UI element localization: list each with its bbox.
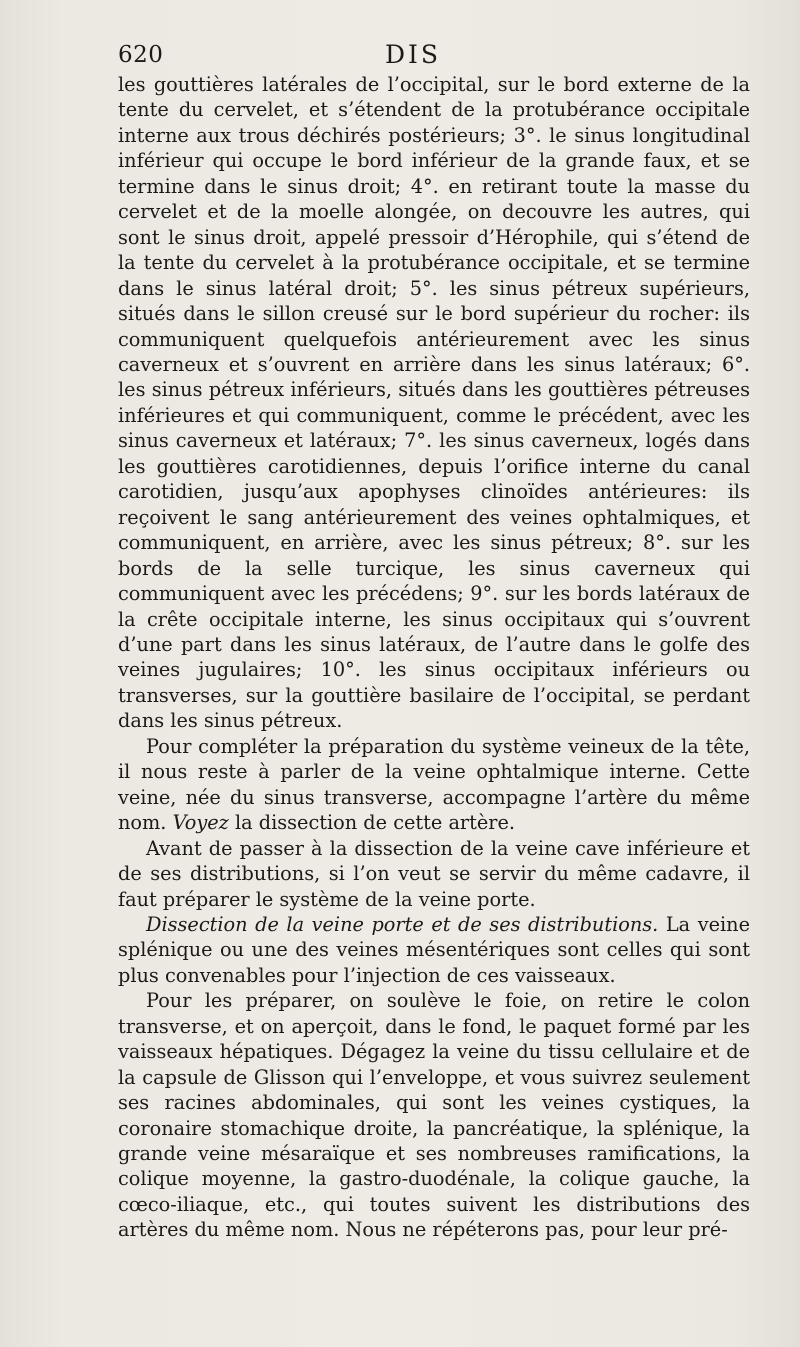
- page-number: 620: [118, 42, 164, 68]
- paragraph-sinuses: les gouttières latérales de l’occipital, sur le bord externe de la tente du cervelet, et s’étendent de la protubérance occipitale interne aux trous déchirés postérieurs; 3°. le sinus longitudinal inférieur qui occupe le bord inférieur de la grande faux, et se termine dans le sinus droit; 4°. en retirant toute la masse du cervelet et de la moelle alongée, on decouvre les autres, qui sont le sinus droit, appelé pressoir d’Hérophile, qui s’étend de la tente du cervelet à la protubérance occipitale, et se termine dans le sinus latéral droit; 5°. les sinus pétreux supérieurs, situés dans le sillon creusé sur le bord supérieur du rocher: ils communiquent quelquefois antérieurement avec les sinus caverneux et s’ouvrent en arrière dans les sinus latéraux; 6°. les sinus pétreux inférieurs, situés dans les gouttières pétreuses inférieures et qui communiquent, comme le précédent, avec les sinus caverneux et latéraux; 7°. les sinus caverneux, logés dans les gouttières carotidiennes, depuis l’orifice interne du canal carotidien, jusqu’aux apophyses clinoïdes antérieures: ils reçoivent le sang antérieurement des veines ophtalmiques, et communiquent, en arrière, avec les sinus pétreux; 8°. sur les bords de la selle turcique, les sinus caverneux qui communiquent avec les précédens; 9°. sur les bords latéraux de la crête occipitale interne, les sinus occipitaux qui s’ouvrent d’une part dans les sinus latéraux, de l’autre dans le golfe des veines jugulaires; 10°. les sinus occipitaux inférieurs ou transverses, sur la gouttière basilaire de l’occipital, se perdant dans les sinus pétreux.: [118, 73, 750, 733]
- cross-reference: Voyez: [172, 811, 229, 835]
- paragraph-text: Pour compléter la préparation du système veineux de la tête, il nous reste à parler de la veine ophtalmique interne. Cette veine, née du sinus transverse, accompagne l’artère du même nom.: [118, 734, 750, 835]
- body-text: [118, 72, 750, 1243]
- paragraph-text: la dissection de cette artère.: [228, 811, 516, 835]
- paragraph-portal-vein-intro: [118, 912, 750, 988]
- running-head: [118, 38, 748, 72]
- section-heading: Dissection de la veine porte et de ses distributions.: [146, 912, 659, 936]
- paragraph-ophthalmic-vein: [118, 734, 750, 836]
- running-title: DIS: [384, 40, 442, 69]
- paragraph-vena-cava: Avant de passer à la dissection de la veine cave inférieure et de ses distributions, si l’on veut se servir du même cadavre, il faut préparer le système de la veine porte.: [118, 836, 750, 911]
- paragraph-portal-vein-preparation: Pour les préparer, on soulève le foie, on retire le colon transverse, et on aperçoit, dans le fond, le paquet formé par les vaisseaux hépatiques. Dégagez la veine du tissu cellulaire et de la capsule de Glisson qui l’enveloppe, et vous suivrez seulement ses racines abdominales, qui sont les veines cystiques, la coronaire stomachique droite, la pancréatique, la splénique, la grande veine mésaraïque et ses nombreuses ramifications, la colique moyenne, la gastro-duodénale, la colique gauche, la cœco-iliaque, etc., qui toutes suivent les distributions des artères du même nom. Nous ne répéterons pas, pour leur pré-: [118, 989, 750, 1242]
- paragraph-text: La veine splénique ou une des veines mésentériques sont celles qui sont plus convenables pour l’injection de ces vaisseaux.: [118, 912, 750, 987]
